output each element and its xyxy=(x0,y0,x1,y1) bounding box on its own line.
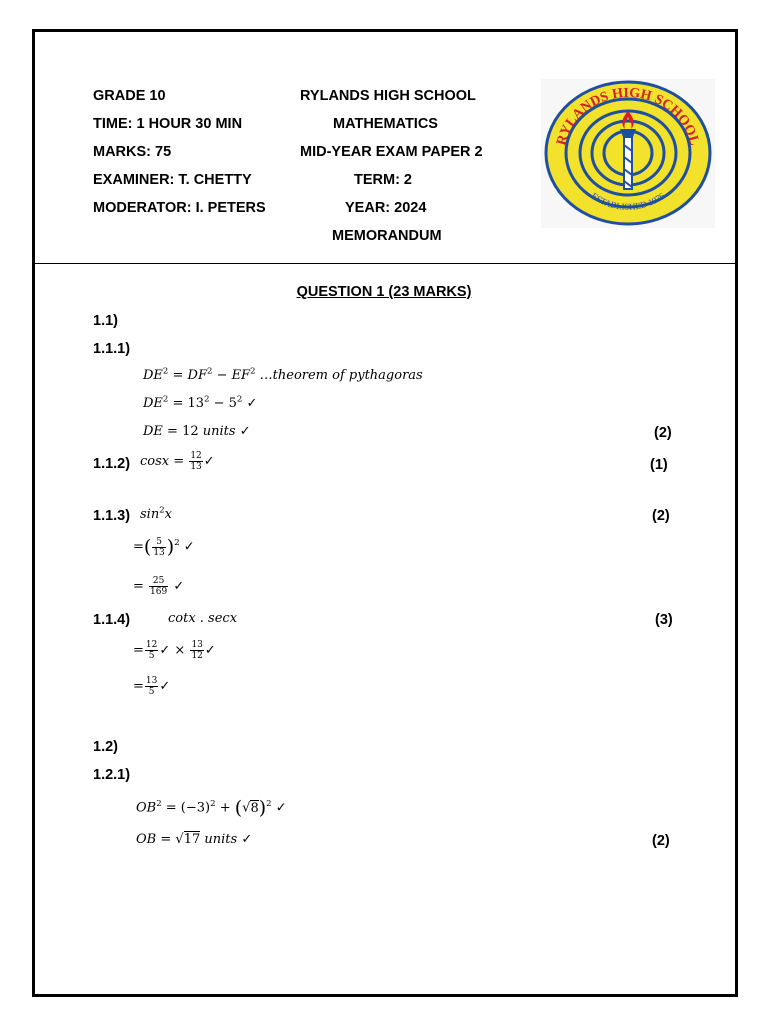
expression-cot-sec: cotx . secx xyxy=(168,611,238,626)
grade-label: GRADE 10 xyxy=(93,88,166,104)
check-icon: ✓ xyxy=(241,832,253,847)
marks-1-1-4: (3) xyxy=(655,612,673,628)
label-1-2: 1.2) xyxy=(93,739,118,755)
label-1-1-2: 1.1.2) xyxy=(93,456,131,472)
theorem-text: …theorem of pythagoras xyxy=(259,368,423,383)
equation-cos: cosx = $\frac{12}{13}$ ✓ xyxy=(140,451,215,472)
check-icon: ✓ xyxy=(246,396,258,411)
marks-1-1-3: (2) xyxy=(652,508,670,524)
expression-sin-squared: $\sin^2x$ xyxy=(140,505,172,522)
school-name: RYLANDS HIGH SCHOOL xyxy=(300,88,476,104)
examiner-label: EXAMINER: T. CHETTY xyxy=(93,172,252,188)
marks-label: MARKS: 75 xyxy=(93,144,172,160)
check-icon: ✓ xyxy=(159,679,171,694)
marks-1-1-2: (1) xyxy=(650,457,668,473)
check-icon: ✓ xyxy=(183,539,195,555)
label-1-1: 1.1) xyxy=(93,313,118,329)
equation-ob-squared: $OB^2 = (-3)^2 + (√8)^2$ ✓ xyxy=(136,797,287,819)
sin-lhs: sin xyxy=(140,507,160,522)
check-icon: ✓ xyxy=(173,579,185,594)
year-label: YEAR: 2024 xyxy=(345,200,427,216)
equation-sin-step1: =( $\frac{5}{13}$ )$^2$ ✓ xyxy=(133,536,195,558)
term-label: TERM: 2 xyxy=(354,172,412,188)
de-value: 12 xyxy=(182,424,199,439)
marks-1-2-1: (2) xyxy=(652,833,670,849)
header-divider xyxy=(32,263,735,264)
equation-sin-result: = $\frac{25}{169}$ ✓ xyxy=(133,576,185,597)
moderator-label: MODERATOR: I. PETERS xyxy=(93,200,266,216)
equation-cot-result: = $\frac{13}{5}$ ✓ xyxy=(133,676,171,697)
logo-top-text: RYLANDS HIGH SCHOOL xyxy=(554,85,702,148)
school-logo xyxy=(541,79,715,228)
label-1-1-3: 1.1.3) xyxy=(93,508,131,524)
check-icon: ✓ xyxy=(204,643,216,658)
logo-bottom-text: ESTABLISHED 1976 xyxy=(589,190,667,212)
label-1-2-1: 1.2.1) xyxy=(93,767,131,783)
equation-ob-result: OB = √17 units ✓ xyxy=(136,832,253,847)
marks-1-1-1: (2) xyxy=(654,425,672,441)
units-text: units xyxy=(204,832,238,847)
check-icon: ✓ xyxy=(239,424,251,439)
check-icon: ✓ xyxy=(159,643,171,658)
check-icon: ✓ xyxy=(275,800,287,816)
equation-cot-step1: = $\frac{12}{5}$ ✓ × $\frac{13}{12}$ ✓ xyxy=(133,640,216,661)
cos-lhs: cosx xyxy=(140,454,170,469)
units-text: units xyxy=(202,424,236,439)
equation-pythagoras: $DE^2 = DF^2 - EF^2$ …theorem of pythagoras xyxy=(143,366,423,383)
check-icon: ✓ xyxy=(203,454,215,469)
label-1-1-4: 1.1.4) xyxy=(93,612,131,628)
memorandum-label: MEMORANDUM xyxy=(332,228,442,244)
time-label: TIME: 1 HOUR 30 MIN xyxy=(93,116,243,132)
label-1-1-1: 1.1.1) xyxy=(93,341,131,357)
subject-label: MATHEMATICS xyxy=(333,116,438,132)
equation-de-result: DE = 12 units ✓ xyxy=(143,424,251,439)
equation-substitution: $DE^2 = 13^2 - 5^2$ ✓ xyxy=(143,394,258,411)
paper-label: MID-YEAR EXAM PAPER 2 xyxy=(300,144,483,160)
question-title: QUESTION 1 (23 MARKS) xyxy=(296,284,472,300)
